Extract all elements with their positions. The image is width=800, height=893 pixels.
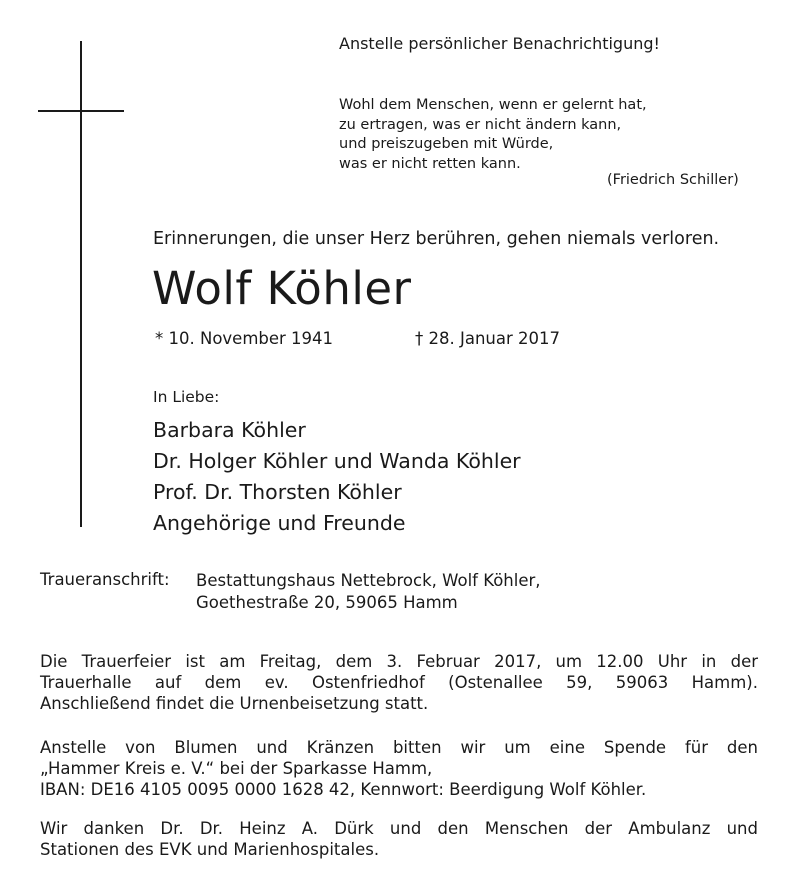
quote-line: zu ertragen, was er nicht ändern kann, xyxy=(339,116,622,133)
paragraph-line: Die Trauerfeier ist am Freitag, dem 3. Februar 2017, um 12.00 Uhr in der xyxy=(40,652,758,671)
paragraph-line: IBAN: DE16 4105 0095 0000 1628 42, Kennwort: Beerdigung Wolf Köhler. xyxy=(40,780,647,799)
donation-paragraph xyxy=(40,737,758,800)
mourner-item: Angehörige und Freunde xyxy=(153,511,406,535)
paragraph-line: Anschließend findet die Urnenbeisetzung statt. xyxy=(40,694,429,713)
quote-line: Wohl dem Menschen, wenn er gelernt hat, xyxy=(339,97,647,113)
paragraph-line: „Hammer Kreis e. V.“ bei der Sparkasse Hamm, xyxy=(40,759,433,778)
thanks-paragraph xyxy=(40,818,758,860)
paragraph-line: Wir danken Dr. Dr. Heinz A. Dürk und den Menschen der Ambulanz und xyxy=(40,819,758,838)
paragraph-line: Stationen des EVK und Marienhospitales. xyxy=(40,840,380,859)
paragraph-line: Trauerhalle auf dem ev. Ostenfriedhof (Ostenallee 59, 59063 Hamm). xyxy=(40,673,758,692)
death-date: † 28. Januar 2017 xyxy=(415,329,561,348)
birth-date: * 10. November 1941 xyxy=(155,329,334,348)
quote-author: (Friedrich Schiller) xyxy=(607,172,739,188)
quote-line: was er nicht retten kann. xyxy=(339,155,521,172)
quote-line: und preiszugeben mit Würde, xyxy=(339,136,554,152)
address-label: Traueranschrift: xyxy=(40,570,170,589)
in-love-label: In Liebe: xyxy=(153,388,220,406)
cross-icon-vertical xyxy=(80,41,82,527)
motto: Erinnerungen, die unser Herz berühren, gehen niemals verloren. xyxy=(153,229,720,249)
address-line: Bestattungshaus Nettebrock, Wolf Köhler, xyxy=(196,571,541,590)
address xyxy=(196,570,541,614)
mourner-item: Barbara Köhler xyxy=(153,418,306,442)
deceased-name: Wolf Köhler xyxy=(152,262,412,315)
mourner-item: Dr. Holger Köhler und Wanda Köhler xyxy=(153,449,521,473)
mourners-list xyxy=(153,415,521,539)
address-line: Goethestraße 20, 59065 Hamm xyxy=(196,593,458,612)
header-notice: Anstelle persönlicher Benachrichtigung! xyxy=(339,34,660,53)
mourner-item: Prof. Dr. Thorsten Köhler xyxy=(153,480,402,504)
ceremony-paragraph xyxy=(40,651,758,714)
cross-icon-horizontal xyxy=(38,110,124,112)
paragraph-line: Anstelle von Blumen und Kränzen bitten wir um eine Spende für den xyxy=(40,738,758,757)
quote xyxy=(339,96,647,174)
